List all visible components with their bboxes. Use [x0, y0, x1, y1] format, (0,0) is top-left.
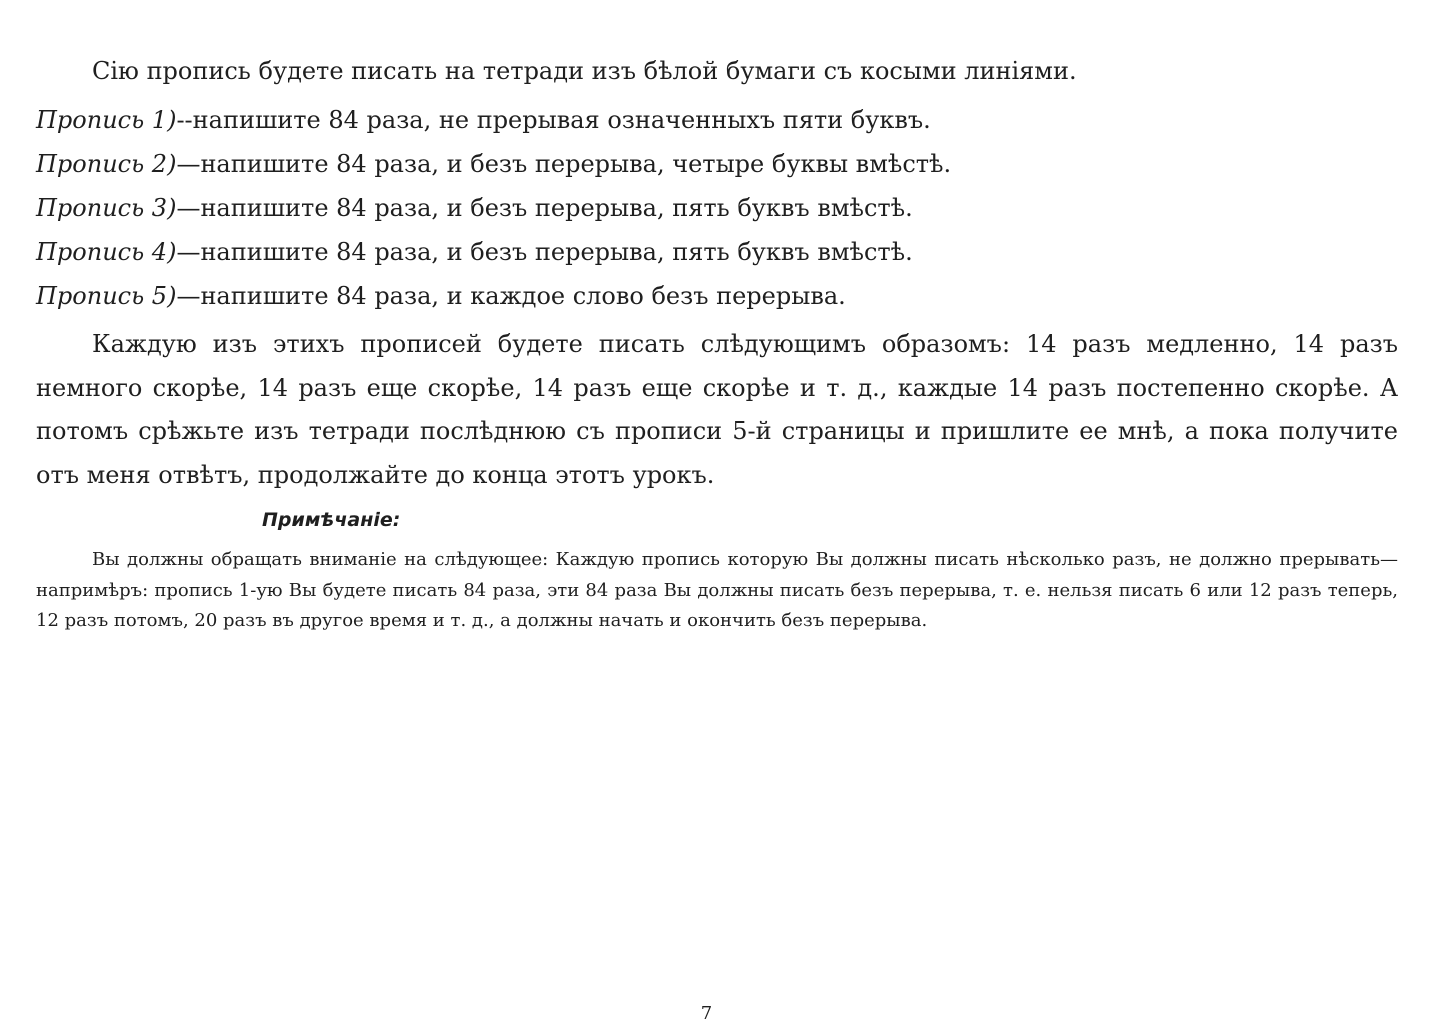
exercise-item-3: [36, 186, 1406, 230]
exercise-list: [36, 98, 1406, 318]
method-paragraph: Каждую изъ этихъ прописей будете писать слѣдующимъ образомъ: 14 разъ медленно, 14 разъ немного скорѣе, 14 разъ еще скорѣе, 14 разъ еще скорѣе и т. д., каждые 14 разъ постепенно скорѣе. А потомъ срѣжьте изъ тетради послѣднюю съ прописи 5-й страницы и пришлите ее мнѣ, а пока получите отъ меня отвѣтъ, продолжайте до конца этотъ урокъ.: [36, 330, 1398, 489]
exercise-item-4: [36, 230, 1406, 274]
exercise-item-2: [36, 142, 1406, 186]
exercise-text: —напишите 84 раза, и безъ перерыва, пять буквъ вмѣстѣ.: [176, 238, 913, 266]
exercise-text: --напишите 84 раза, не прерывая означенныхъ пяти буквъ.: [176, 106, 931, 134]
exercise-label: Пропись 2): [36, 150, 177, 178]
exercise-label: Пропись 3): [36, 194, 177, 222]
exercise-item-1: [36, 98, 1406, 142]
exercise-text: —напишите 84 раза, и каждое слово безъ перерыва.: [176, 282, 846, 310]
exercise-label: Пропись 5): [36, 282, 177, 310]
exercise-text: —напишите 84 раза, и безъ перерыва, пять буквъ вмѣстѣ.: [176, 194, 913, 222]
intro-line: Сію пропись будете писать на тетради изъ бѣлой бумаги съ косыми линіями.: [92, 57, 1077, 85]
exercise-text: —напишите 84 раза, и безъ перерыва, четыре буквы вмѣстѣ.: [176, 150, 952, 178]
exercise-label: Пропись 1): [36, 106, 177, 134]
note-paragraph: Вы должны обращать вниманіе на слѣдующее: Каждую пропись которую Вы должны писать нѣсколько разъ, не должно прерывать—напримѣръ: пропись 1-ую Вы будете писать 84 раза, эти 84 раза Вы должны писать безъ перерыва, т. е. нельзя писать 6 или 12 разъ теперь, 12 разъ потомъ, 20 разъ въ другое время и т. д., а должны начать и окончить безъ перерыва.: [36, 549, 1398, 631]
exercise-label: Пропись 4): [36, 238, 177, 266]
exercise-item-5: [36, 274, 1406, 318]
note-title: Примѣчаніе:: [262, 509, 401, 531]
page-number: 7: [700, 1003, 713, 1024]
